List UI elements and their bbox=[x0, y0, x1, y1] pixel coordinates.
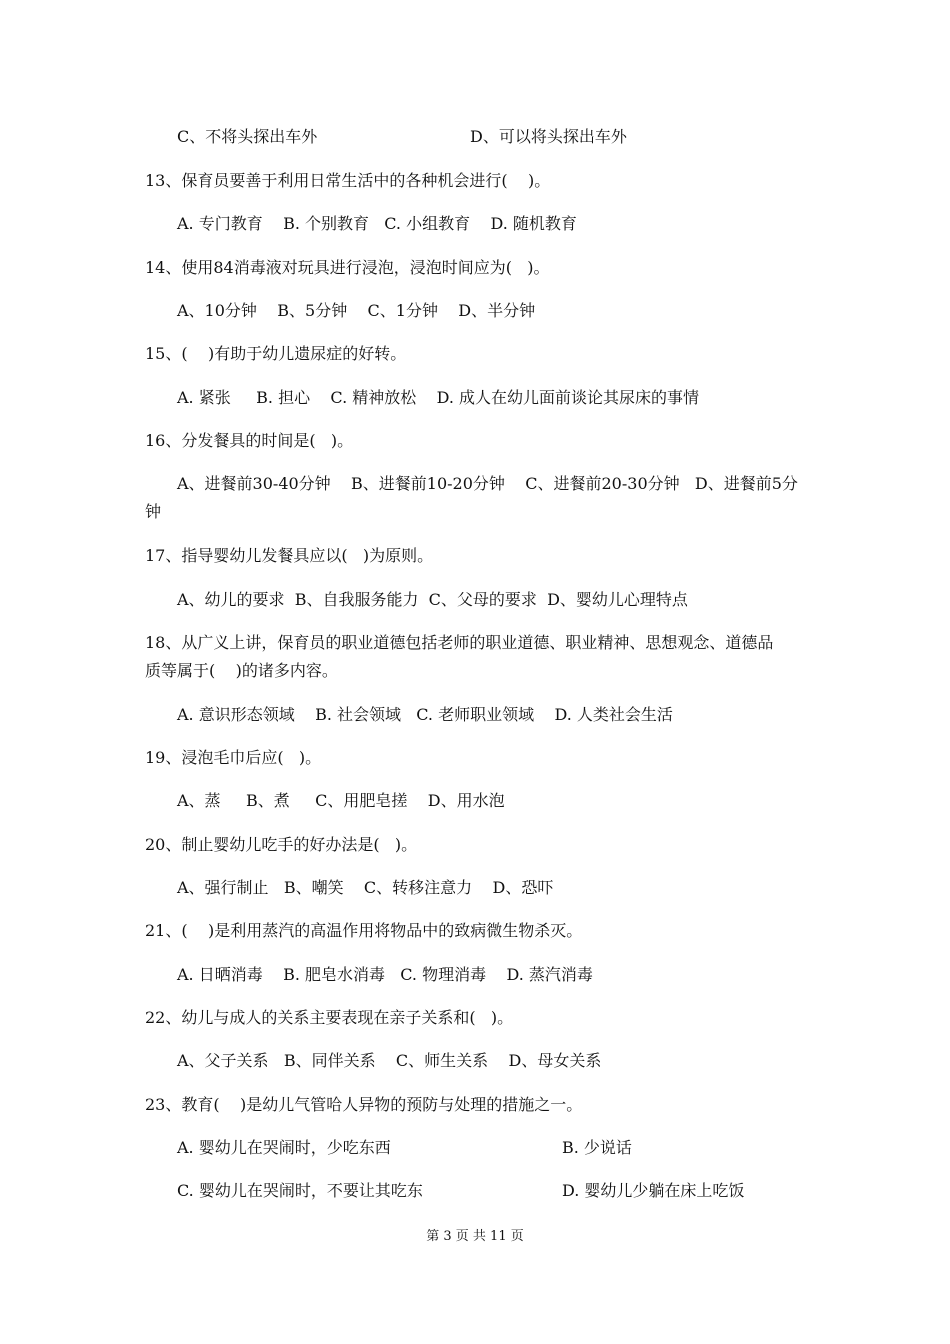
q12-option-d: D、可以将头探出车外 bbox=[470, 127, 627, 146]
q23-option-b: B. 少说话 bbox=[562, 1138, 632, 1157]
q22-options: A、父子关系 B、同伴关系 C、师生关系 D、母女关系 bbox=[177, 1051, 602, 1070]
q13-options: A. 专门教育 B. 个别教育 C. 小组教育 D. 随机教育 bbox=[177, 214, 577, 233]
page-number: 第 3 页 共 11 页 bbox=[426, 1229, 524, 1244]
q21-question: 21、( )是利用蒸汽的高温作用将物品中的致病微生物杀灭。 bbox=[145, 921, 583, 940]
q18-question: 18、从广义上讲，保育员的职业道德包括老师的职业道德、职业精神、思想观念、道德品 bbox=[145, 633, 774, 652]
q15-question: 15、( )有助于幼儿遗尿症的好转。 bbox=[145, 344, 407, 363]
q23-option-a: A. 婴幼儿在哭闹时，少吃东西 bbox=[177, 1138, 391, 1157]
q19-question: 19、浸泡毛巾后应( )。 bbox=[145, 748, 322, 767]
q18-options: A. 意识形态领域 B. 社会领域 C. 老师职业领域 D. 人类社会生活 bbox=[177, 705, 673, 724]
q17-options: A、幼儿的要求 B、自我服务能力 C、父母的要求 D、婴幼儿心理特点 bbox=[177, 590, 688, 609]
q17-question: 17、指导婴幼儿发餐具应以( )为原则。 bbox=[145, 546, 434, 565]
q14-options: A、10分钟 B、5分钟 C、1分钟 D、半分钟 bbox=[177, 301, 536, 320]
q14-question: 14、使用84消毒液对玩具进行浸泡，浸泡时间应为( )。 bbox=[145, 258, 550, 277]
q20-options: A、强行制止 B、嘲笑 C、转移注意力 D、恐吓 bbox=[177, 878, 554, 897]
q16-options: A、进餐前30-40分钟 B、进餐前10-20分钟 C、进餐前20-30分钟 D、进餐前5分 bbox=[177, 474, 798, 493]
q20-question: 20、制止婴幼儿吃手的好办法是( )。 bbox=[145, 835, 418, 854]
q22-question: 22、幼儿与成人的关系主要表现在亲子关系和( )。 bbox=[145, 1008, 514, 1027]
q23-option-c: C. 婴幼儿在哭闹时，不要让其吃东 bbox=[177, 1181, 423, 1200]
q18-question-wrap: 质等属于( )的诸多内容。 bbox=[145, 661, 338, 680]
q13-question: 13、保育员要善于利用日常生活中的各种机会进行( )。 bbox=[145, 171, 551, 190]
q16-options-wrap: 钟 bbox=[145, 502, 162, 521]
q21-options: A. 日晒消毒 B. 肥皂水消毒 C. 物理消毒 D. 蒸汽消毒 bbox=[177, 965, 593, 984]
q23-question: 23、教育( )是幼儿气管哈人异物的预防与处理的措施之一。 bbox=[145, 1095, 583, 1114]
q15-options: A. 紧张 B. 担心 C. 精神放松 D. 成人在幼儿面前谈论其尿床的事情 bbox=[177, 388, 700, 407]
q23-option-d: D. 婴幼儿少躺在床上吃饭 bbox=[562, 1181, 745, 1200]
q12-option-c: C、不将头探出车外 bbox=[177, 127, 318, 146]
q16-question: 16、分发餐具的时间是( )。 bbox=[145, 431, 354, 450]
q19-options: A、蒸 B、煮 C、用肥皂搓 D、用水泡 bbox=[177, 791, 505, 810]
